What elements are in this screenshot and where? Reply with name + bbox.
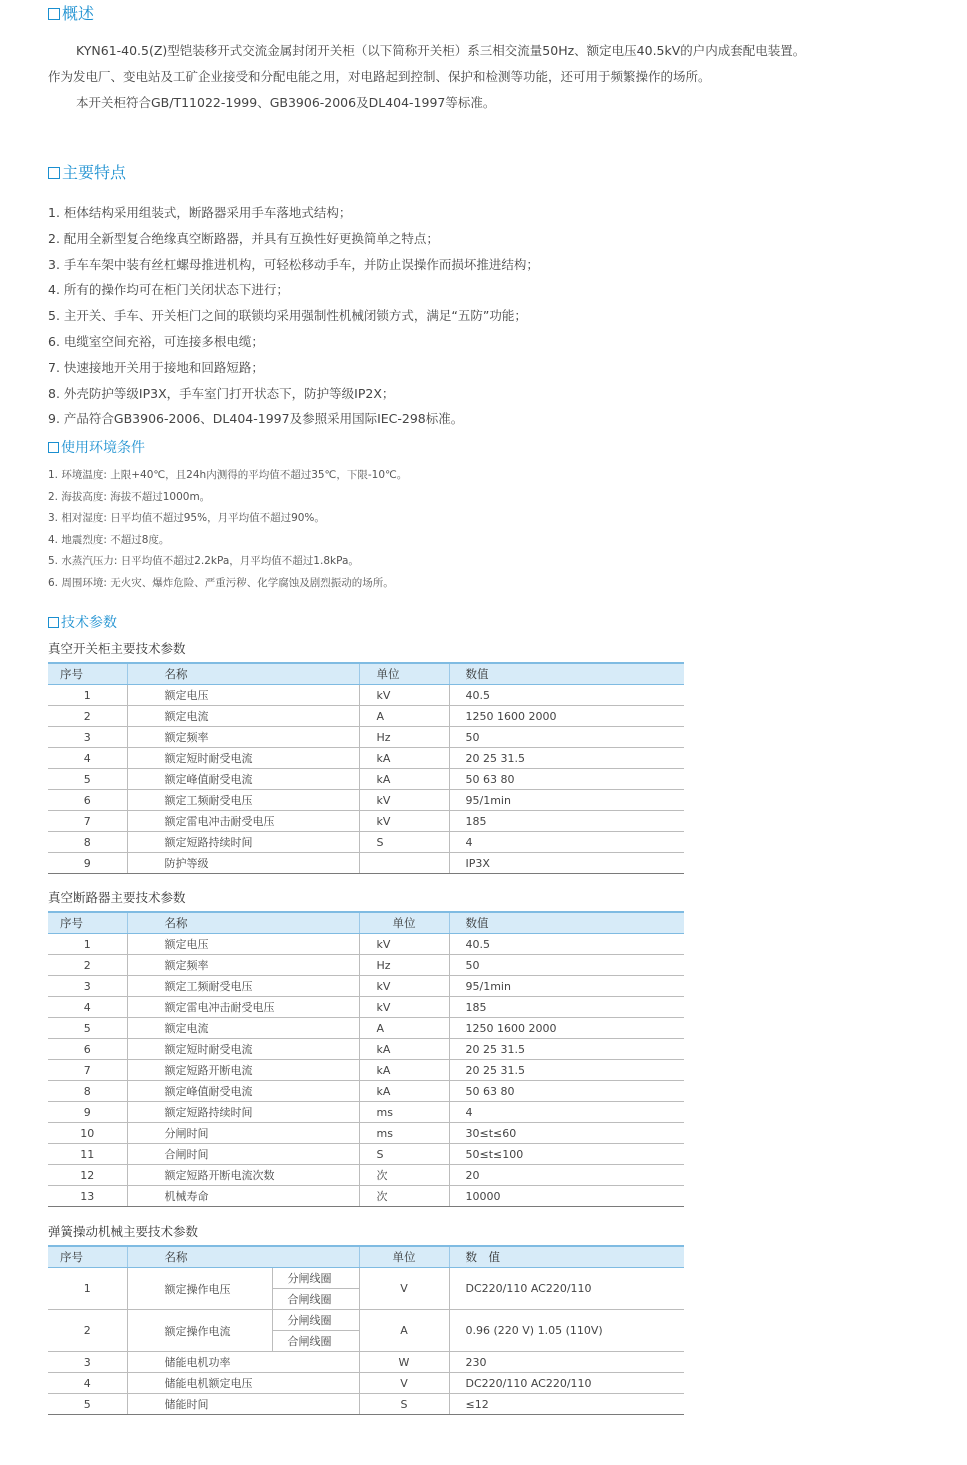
cell-value: DC220/110 AC220/110 (449, 1373, 684, 1394)
cell-no: 1 (48, 1268, 127, 1310)
header-name: 名称 (127, 1246, 359, 1268)
environment-list (48, 465, 407, 595)
cell-value: 4 (449, 1102, 684, 1123)
cell-no: 2 (48, 1310, 127, 1352)
table-row (48, 955, 684, 976)
cell-name: 额定工频耐受电压 (127, 976, 359, 997)
table-header-row (48, 663, 684, 685)
header-unit: 单位 (359, 663, 449, 685)
table-row (48, 997, 684, 1018)
cell-sub-open-coil: 分闸线圈 (272, 1268, 359, 1289)
cell-unit: ms (359, 1123, 449, 1144)
cell-unit: 次 (359, 1186, 449, 1207)
cell-value: 230 (449, 1352, 684, 1373)
cell-value: 50 63 80 (449, 769, 684, 790)
table-row (48, 1394, 684, 1415)
cell-value: 20 (449, 1165, 684, 1186)
cell-name: 额定电压 (127, 934, 359, 955)
cell-no: 3 (48, 976, 127, 997)
cell-value: 0.96 (220 V) 1.05 (110V) (449, 1310, 684, 1352)
section-heading-features (48, 162, 126, 184)
table-row (48, 934, 684, 955)
header-value: 数值 (449, 912, 684, 934)
cell-unit: kA (359, 769, 449, 790)
cell-no: 5 (48, 1018, 127, 1039)
cell-unit: kV (359, 685, 449, 706)
header-value: 数 值 (449, 1246, 684, 1268)
cell-unit (359, 853, 449, 874)
cell-no: 5 (48, 1394, 127, 1415)
cell-name: 额定电流 (127, 1018, 359, 1039)
cell-unit: W (359, 1352, 449, 1373)
table3-caption: 弹簧操动机械主要技术参数 (48, 1224, 199, 1239)
cell-value: 50 (449, 727, 684, 748)
feature-item: 1. 柜体结构采用组装式，断路器采用手车落地式结构； (48, 205, 352, 220)
cell-name: 额定短路开断电流次数 (127, 1165, 359, 1186)
cell-unit: kV (359, 976, 449, 997)
cell-unit: kA (359, 748, 449, 769)
environment-item: 2. 海拔高度: 海拔不超过1000m。 (48, 490, 211, 503)
table-row (48, 1060, 684, 1081)
feature-item: 8. 外壳防护等级IP3X，手车室门打开状态下，防护等级IP2X； (48, 385, 395, 401)
table-row (48, 1310, 684, 1331)
table-row (48, 1373, 684, 1394)
cell-no: 6 (48, 1039, 127, 1060)
cell-unit: 次 (359, 1165, 449, 1186)
header-no: 序号 (48, 1246, 127, 1268)
cell-name: 额定操作电流 (127, 1310, 272, 1352)
table-header-row (48, 912, 684, 934)
cell-unit: S (359, 832, 449, 853)
table-row (48, 727, 684, 748)
cell-no: 6 (48, 790, 127, 811)
cell-no: 1 (48, 685, 127, 706)
header-value: 数值 (449, 663, 684, 685)
table-row (48, 1018, 684, 1039)
table2-caption: 真空断路器主要技术参数 (48, 890, 186, 905)
overview-text (48, 38, 938, 116)
feature-item: 4. 所有的操作均可在柜门关闭状态下进行； (48, 282, 289, 298)
cell-name: 分闸时间 (127, 1123, 359, 1144)
feature-item: 2. 配用全新型复合绝缘真空断路器，并具有互换性好更换简单之特点； (48, 230, 439, 246)
cell-no: 3 (48, 727, 127, 748)
cell-name: 储能时间 (127, 1394, 359, 1415)
cell-value: 50 63 80 (449, 1081, 684, 1102)
header-name: 名称 (127, 663, 359, 685)
cell-name: 额定短路持续时间 (127, 832, 359, 853)
cell-value: 20 25 31.5 (449, 1060, 684, 1081)
cell-value: 95/1min (449, 790, 684, 811)
header-unit: 单位 (359, 1246, 449, 1268)
table-row (48, 1102, 684, 1123)
cell-name: 储能电机功率 (127, 1352, 359, 1373)
cell-no: 12 (48, 1165, 127, 1186)
table-row (48, 976, 684, 997)
cell-no: 10 (48, 1123, 127, 1144)
overview-paragraph-3: 本开关柜符合GB/T11022-1999、GB3906-2006及DL404-1997等标准。 (76, 95, 496, 110)
cell-value: 95/1min (449, 976, 684, 997)
cell-no: 1 (48, 934, 127, 955)
cell-value: IP3X (449, 853, 684, 874)
section-heading-tech (48, 613, 117, 633)
checkbox-square-icon (48, 617, 59, 628)
cell-name: 防护等级 (127, 853, 359, 874)
cell-name: 额定工频耐受电压 (127, 790, 359, 811)
feature-item: 9. 产品符合GB3906-2006、DL404-1997及参照采用国际IEC-298标准。 (48, 411, 464, 427)
cell-value: 10000 (449, 1186, 684, 1207)
cell-no: 7 (48, 1060, 127, 1081)
header-unit: 单位 (359, 912, 449, 934)
cell-value: 185 (449, 997, 684, 1018)
table-row (48, 685, 684, 706)
environment-item: 6. 周围环境: 无火灾、爆炸危险、严重污秽、化学腐蚀及剧烈振动的场所。 (48, 576, 394, 589)
cell-unit: S (359, 1144, 449, 1165)
overview-paragraph-1: KYN61-40.5(Z)型铠装移开式交流金属封闭开关柜（以下简称开关柜）系三相交流量50Hz、额定电压40.5kV的户内成套配电装置。 (76, 43, 806, 58)
table-row (48, 1123, 684, 1144)
cell-no: 2 (48, 706, 127, 727)
cell-no: 4 (48, 748, 127, 769)
cell-unit: A (359, 1310, 449, 1352)
cell-name: 额定操作电压 (127, 1268, 272, 1310)
table-row (48, 832, 684, 853)
table-header-row (48, 1246, 684, 1268)
cell-unit: Hz (359, 727, 449, 748)
cell-no: 11 (48, 1144, 127, 1165)
cell-unit: A (359, 706, 449, 727)
feature-item: 7. 快速接地开关用于接地和回路短路； (48, 359, 264, 375)
section-heading-overview (48, 3, 94, 25)
cell-value: 50≤t≤100 (449, 1144, 684, 1165)
cell-name: 储能电机额定电压 (127, 1373, 359, 1394)
cell-unit: kA (359, 1060, 449, 1081)
cell-no: 7 (48, 811, 127, 832)
cell-unit: kV (359, 997, 449, 1018)
cell-name: 额定短时耐受电流 (127, 748, 359, 769)
overview-paragraph-2: 作为发电厂、变电站及工矿企业接受和分配电能之用，对电路起到控制、保护和检测等功能，还可用于频繁操作的场所。 (48, 69, 711, 84)
table-row (48, 1144, 684, 1165)
overview-heading-text: 概述 (62, 4, 95, 23)
table-row (48, 769, 684, 790)
header-no: 序号 (48, 912, 127, 934)
features-heading-text: 主要特点 (62, 163, 127, 182)
cell-name: 额定雷电冲击耐受电压 (127, 997, 359, 1018)
cell-no: 8 (48, 832, 127, 853)
cell-unit: V (359, 1373, 449, 1394)
cell-value: 185 (449, 811, 684, 832)
cell-no: 5 (48, 769, 127, 790)
section-heading-environment (48, 438, 145, 458)
cell-value: 40.5 (449, 934, 684, 955)
cell-name: 额定频率 (127, 727, 359, 748)
cell-value: ≤12 (449, 1394, 684, 1415)
cell-unit: V (359, 1268, 449, 1310)
cell-unit: kA (359, 1081, 449, 1102)
cell-value: 4 (449, 832, 684, 853)
cell-no: 2 (48, 955, 127, 976)
table-row (48, 706, 684, 727)
cell-name: 额定短路开断电流 (127, 1060, 359, 1081)
cell-no: 9 (48, 853, 127, 874)
cell-name: 额定短时耐受电流 (127, 1039, 359, 1060)
header-no: 序号 (48, 663, 127, 685)
cell-value: 20 25 31.5 (449, 748, 684, 769)
table-row (48, 853, 684, 874)
cell-name: 额定频率 (127, 955, 359, 976)
table-row (48, 1039, 684, 1060)
cell-value: 20 25 31.5 (449, 1039, 684, 1060)
table-row (48, 1268, 684, 1289)
table-row (48, 790, 684, 811)
cell-no: 8 (48, 1081, 127, 1102)
mechanism-spec-table (48, 1245, 684, 1415)
environment-heading-text: 使用环境条件 (61, 440, 145, 456)
environment-item: 3. 相对湿度: 日平均值不超过95%，月平均值不超过90%。 (48, 512, 325, 525)
switchgear-spec-table (48, 662, 684, 874)
table-row (48, 811, 684, 832)
checkbox-square-icon (48, 442, 59, 453)
feature-item: 6. 电缆室空间充裕，可连接多根电缆； (48, 333, 264, 349)
environment-item: 4. 地震烈度: 不超过8度。 (48, 533, 170, 546)
cell-name: 额定短路持续时间 (127, 1102, 359, 1123)
checkbox-square-icon (48, 8, 60, 20)
table1-caption: 真空开关柜主要技术参数 (48, 641, 186, 656)
tech-heading-text: 技术参数 (61, 615, 117, 631)
table-row (48, 1165, 684, 1186)
cell-unit: kV (359, 934, 449, 955)
cell-name: 额定峰值耐受电流 (127, 1081, 359, 1102)
environment-item: 5. 水蒸汽压力: 日平均值不超过2.2kPa，月平均值不超过1.8kPa。 (48, 555, 359, 568)
cell-name: 额定峰值耐受电流 (127, 769, 359, 790)
feature-item: 5. 主开关、手车、开关柜门之间的联锁均采用强制性机械闭锁方式，满足“五防”功能； (48, 308, 527, 324)
cell-value: DC220/110 AC220/110 (449, 1268, 684, 1310)
table-row (48, 1352, 684, 1373)
cell-no: 4 (48, 997, 127, 1018)
cell-value: 1250 1600 2000 (449, 706, 684, 727)
cell-name: 额定雷电冲击耐受电压 (127, 811, 359, 832)
cell-name: 合闸时间 (127, 1144, 359, 1165)
table-row (48, 1186, 684, 1207)
cell-no: 3 (48, 1352, 127, 1373)
cell-unit: A (359, 1018, 449, 1039)
checkbox-square-icon (48, 167, 60, 179)
cell-value: 1250 1600 2000 (449, 1018, 684, 1039)
cell-no: 9 (48, 1102, 127, 1123)
environment-item: 1. 环境温度: 上限+40℃，且24h内测得的平均值不超过35℃，下限-10℃。 (48, 469, 408, 481)
cell-value: 30≤t≤60 (449, 1123, 684, 1144)
cell-unit: kA (359, 1039, 449, 1060)
cell-sub-open-coil: 分闸线圈 (272, 1310, 359, 1331)
table-row (48, 1081, 684, 1102)
cell-value: 50 (449, 955, 684, 976)
cell-unit: kV (359, 811, 449, 832)
cell-unit: S (359, 1394, 449, 1415)
header-name: 名称 (127, 912, 359, 934)
breaker-spec-table (48, 911, 684, 1207)
cell-no: 13 (48, 1186, 127, 1207)
feature-item: 3. 手车车架中装有丝杠螺母推进机构，可轻松移动手车，并防止误操作而损坏推进结构； (48, 256, 539, 272)
cell-value: 40.5 (449, 685, 684, 706)
cell-unit: ms (359, 1102, 449, 1123)
cell-name: 额定电压 (127, 685, 359, 706)
cell-unit: kV (359, 790, 449, 811)
cell-no: 4 (48, 1373, 127, 1394)
table-row (48, 748, 684, 769)
features-list (48, 200, 539, 432)
cell-sub-close-coil: 合闸线圈 (272, 1331, 359, 1352)
cell-unit: Hz (359, 955, 449, 976)
cell-sub-close-coil: 合闸线圈 (272, 1289, 359, 1310)
cell-name: 额定电流 (127, 706, 359, 727)
cell-name: 机械寿命 (127, 1186, 359, 1207)
